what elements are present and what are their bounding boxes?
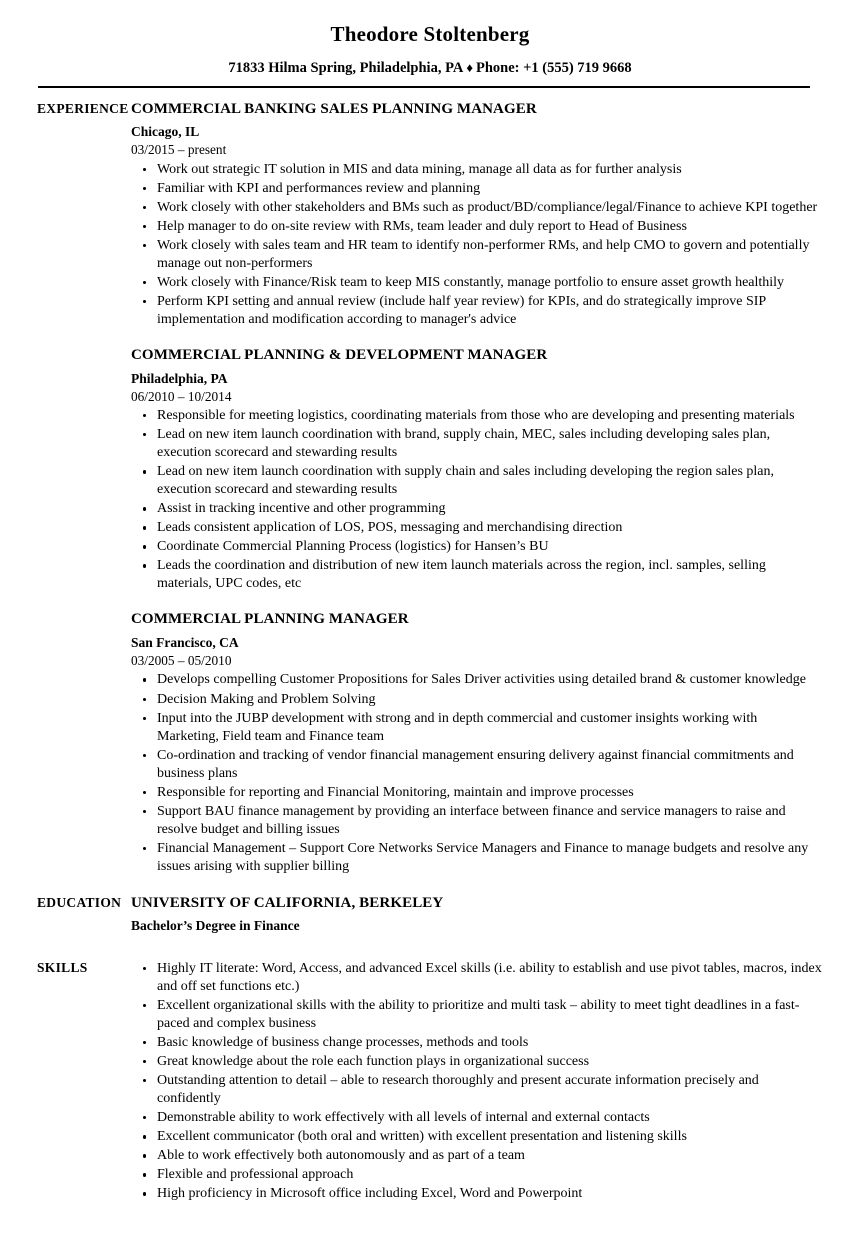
list-item: Perform KPI setting and annual review (include half year review) for KPIs, and do strategically improve SIP implementation and modification according to manager's advice (131, 293, 822, 329)
list-item: Work closely with sales team and HR team to identify non-performer RMs, and help CMO to govern and potentially manage out non-performers (131, 237, 822, 273)
experience-job (131, 100, 822, 329)
job-location: Chicago, IL (131, 124, 200, 140)
experience-entries (131, 100, 860, 876)
list-item: Excellent communicator (both oral and written) with excellent presentation and listening skills (131, 1128, 822, 1146)
candidate-name: Theodore Stoltenberg (330, 22, 530, 46)
list-item: Coordinate Commercial Planning Process (logistics) for Hansen’s BU (131, 538, 822, 556)
list-item: Co-ordination and tracking of vendor financial management ensuring delivery against financial commitments and business plans (131, 747, 822, 783)
section-skills (0, 959, 860, 1204)
candidate-address: 71833 Hilma Spring, Philadelphia, PA (228, 60, 464, 77)
job-location: San Francisco, CA (131, 634, 239, 650)
list-item: High proficiency in Microsoft office including Excel, Word and Powerpoint (131, 1185, 822, 1203)
list-item: Work closely with Finance/Risk team to keep MIS constantly, manage portfolio to ensure asset growth healthily (131, 274, 822, 292)
list-item: Demonstrable ability to work effectively with all levels of internal and external contacts (131, 1109, 822, 1127)
section-label-education: EDUCATION (37, 894, 122, 910)
list-item: Leads the coordination and distribution of new item launch materials across the region, incl. samples, selling materials, UPC codes, etc (131, 557, 822, 593)
job-title: COMMERCIAL PLANNING MANAGER (131, 611, 409, 628)
section-label-experience: EXPERIENCE (37, 100, 129, 116)
candidate-phone: Phone: +1 (555) 719 9668 (475, 60, 632, 77)
list-item: Support BAU finance management by providing an interface between finance and service managers to raise and resolve budget and billing issues (131, 803, 822, 839)
list-item: Excellent organizational skills with the ability to prioritize and multi task – ability to meet tight deadlines in a fast-paced and complex business (131, 997, 822, 1033)
list-item: Basic knowledge of business change processes, methods and tools (131, 1034, 822, 1052)
job-title: COMMERCIAL PLANNING & DEVELOPMENT MANAGER (131, 347, 548, 363)
resume-header (0, 0, 860, 88)
job-bullet-list (131, 407, 822, 593)
education-entries (131, 894, 860, 936)
education-school: UNIVERSITY OF CALIFORNIA, BERKELEY (131, 894, 444, 911)
list-item: Lead on new item launch coordination with brand, supply chain, MEC, sales including developing sales plan, execution scorecard and stewarding results (131, 426, 822, 462)
list-item: Leads consistent application of LOS, POS, messaging and merchandising direction (131, 519, 822, 537)
list-item: Flexible and professional approach (131, 1166, 822, 1184)
list-item: Able to work effectively both autonomously and as part of a team (131, 1147, 822, 1165)
experience-job (131, 610, 822, 876)
skills-bullet-list (131, 960, 822, 1204)
experience-job (131, 346, 822, 593)
candidate-contact-line (0, 60, 860, 77)
resume-content (0, 88, 860, 1204)
list-item: Great knowledge about the role each function plays in organizational success (131, 1053, 822, 1071)
job-bullet-list (131, 671, 822, 876)
list-item: Outstanding attention to detail – able to research thoroughly and present accurate information precisely and confidently (131, 1072, 822, 1108)
list-item: Responsible for meeting logistics, coordinating materials from those who are developing and presenting materials (131, 407, 822, 425)
list-item: Responsible for reporting and Financial Monitoring, maintain and improve processes (131, 784, 822, 802)
list-item: Assist in tracking incentive and other programming (131, 500, 822, 518)
job-dates: 03/2015 – present (131, 142, 227, 158)
job-location: Philadelphia, PA (131, 370, 228, 386)
list-item: Financial Management – Support Core Networks Service Managers and Finance to manage budgets and resolve any issues arising with supplier billing (131, 840, 822, 876)
job-dates: 03/2005 – 05/2010 (131, 653, 232, 669)
list-item: Familiar with KPI and performances review and planning (131, 180, 822, 198)
section-label-skills: SKILLS (37, 959, 88, 975)
list-item: Highly IT literate: Word, Access, and advanced Excel skills (i.e. ability to establish and use pivot tables, macros, index and off set functions etc.) (131, 960, 822, 996)
diamond-separator-icon: ♦ (466, 60, 473, 76)
list-item: Decision Making and Problem Solving (131, 691, 822, 709)
section-experience (0, 100, 860, 876)
education-degree: Bachelor’s Degree in Finance (131, 918, 300, 934)
list-item: Work closely with other stakeholders and BMs such as product/BD/compliance/legal/Finance to achieve KPI together (131, 199, 822, 217)
section-education (0, 894, 860, 936)
list-item: Lead on new item launch coordination with supply chain and sales including developing the region sales plan, execution scorecard and stewarding results (131, 463, 822, 499)
list-item: Help manager to do on-site review with RMs, team leader and duly report to Head of Business (131, 218, 822, 236)
job-title: COMMERCIAL BANKING SALES PLANNING MANAGER (131, 100, 537, 117)
job-bullet-list (131, 161, 822, 329)
list-item: Develops compelling Customer Propositions for Sales Driver activities using detailed brand & customer knowledge (131, 671, 822, 689)
job-dates: 06/2010 – 10/2014 (131, 388, 232, 404)
list-item: Work out strategic IT solution in MIS and data mining, manage all data as for further analysis (131, 161, 822, 179)
skills-entries (131, 959, 860, 1204)
list-item: Input into the JUBP development with strong and in depth commercial and customer insights working with Marketing, Field team and Finance team (131, 710, 822, 746)
